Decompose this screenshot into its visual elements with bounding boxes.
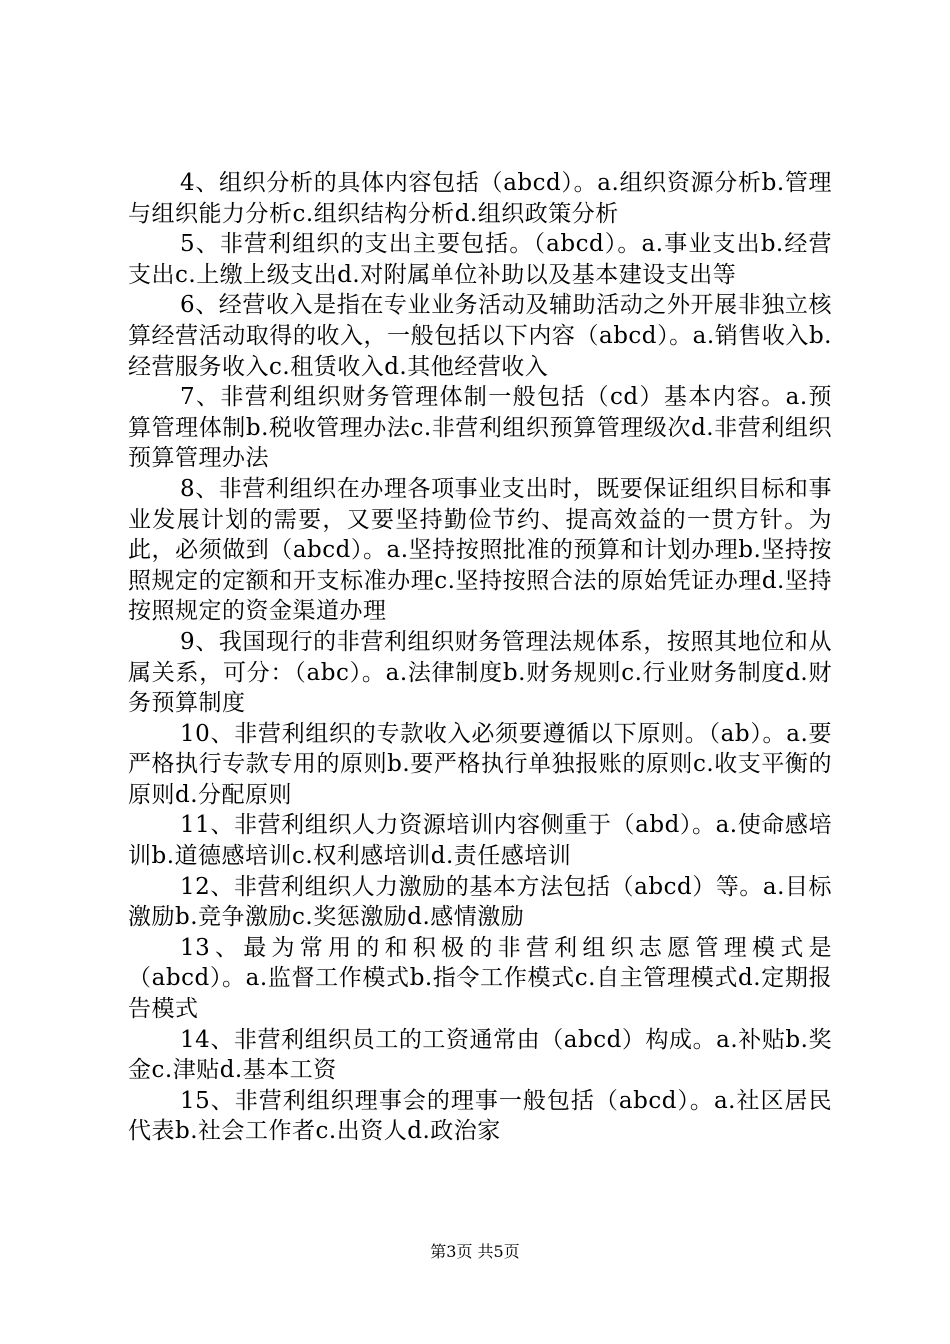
question-9: 9、我国现行的非营利组织财务管理法规体系，按照其地位和从属关系，可分：（abc）。a.法律制度b.财务规则c.行业财务制度d.财务预算制度: [128, 628, 832, 717]
question-11: 11、非营利组织人力资源培训内容侧重于（abd）。a.使命感培训b.道德感培训c.权利感培训d.责任感培训: [128, 812, 832, 870]
question-13: 13、最为常用的和积极的非营利组织志愿管理模式是（abcd）。a.监督工作模式b.指令工作模式c.自主管理模式d.定期报告模式: [128, 934, 832, 1023]
question-4: 4、组织分析的具体内容包括（abcd）。a.组织资源分析b.管理与组织能力分析c.组织结构分析d.组织政策分析: [128, 170, 832, 227]
question-10: 10、非营利组织的专款收入必须要遵循以下原则。（ab）。a.要严格执行专款专用的原则b.要严格执行单独报账的原则c.收支平衡的原则d.分配原则: [128, 720, 832, 808]
question-5: 5、非营利组织的支出主要包括。（abcd）。a.事业支出b.经营支出c.上缴上级支出d.对附属单位补助以及基本建设支出等: [128, 231, 832, 288]
question-15: 15、非营利组织理事会的理事一般包括（abcd）。a.社区居民代表b.社会工作者c.出资人d.政治家: [128, 1087, 832, 1145]
question-12: 12、非营利组织人力激励的基本方法包括（abcd）等。a.目标激励b.竞争激励c.奖惩激励d.感情激励: [128, 873, 832, 931]
question-6: 6、经营收入是指在专业业务活动及辅助活动之外开展非独立核算经营活动取得的收入，一般包括以下内容（abcd）。a.销售收入b.经营服务收入c.租赁收入d.其他经营收入: [128, 292, 832, 380]
page-number-footer: 第3页 共5页: [430, 1242, 520, 1261]
question-14: 14、非营利组织员工的工资通常由（abcd）构成。a.补贴b.奖金c.津贴d.基本工资: [128, 1026, 832, 1084]
document-body: [128, 168, 832, 1147]
question-8: 8、非营利组织在办理各项事业支出时，既要保证组织目标和事业发展计划的需要，又要坚持勤俭节约、提高效益的一贯方针。为此，必须做到（abcd）。a.坚持按照批准的预算和计划办理b.坚持按照规定的定额和开支标准办理c.坚持按照合法的原始凭证办理d.坚持按照规定的资金渠道办理: [128, 475, 832, 625]
question-7: 7、非营利组织财务管理体制一般包括（cd）基本内容。a.预算管理体制b.税收管理办法c.非营利组织预算管理级次d.非营利组织预算管理办法: [128, 384, 832, 472]
